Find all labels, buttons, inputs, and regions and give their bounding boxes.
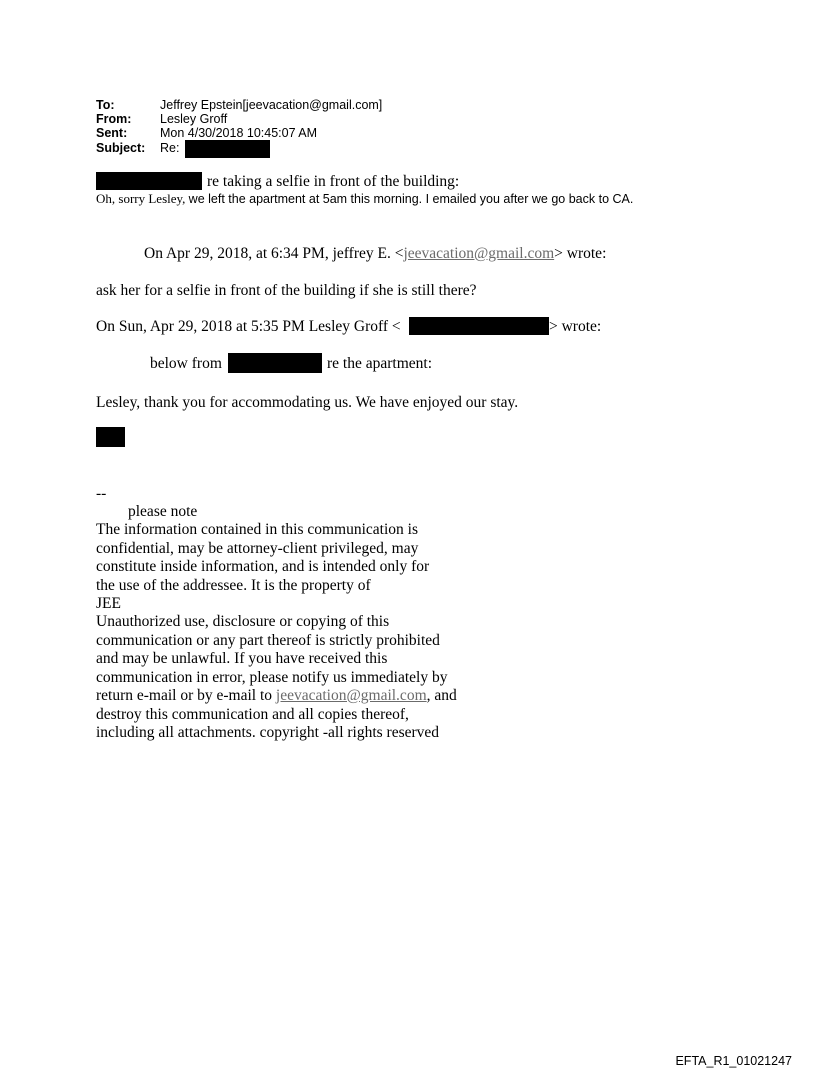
selfie-line: re taking a selfie in front of the building: — [207, 173, 460, 190]
reply-line-serif: Oh, sorry Lesley, — [96, 191, 186, 206]
disclaimer-line: confidential, may be attorney-client privileged, may — [96, 540, 419, 557]
sent-label: Sent: — [96, 126, 128, 140]
reply-line — [96, 191, 633, 207]
subject-label: Subject: — [96, 141, 146, 155]
disclaimer-line: including all attachments. copyright -all rights reserved — [96, 724, 440, 741]
ask-line: ask her for a selfie in front of the building if she is still there? — [96, 282, 477, 299]
disclaimer-line: Unauthorized use, disclosure or copying of this — [96, 613, 390, 630]
disclaimer-line: The information contained in this communication is — [96, 521, 418, 538]
email-link-2[interactable]: jeevacation@gmail.com — [275, 687, 427, 704]
thanks-line: Lesley, thank you for accommodating us. We have enjoyed our stay. — [96, 394, 519, 411]
disclaimer-line: JEE — [96, 595, 121, 612]
disclaimer-line: destroy this communication and all copies thereof, — [96, 706, 409, 723]
quote-header-2-prefix: On Sun, Apr 29, 2018 at 5:35 PM Lesley Groff < — [96, 318, 401, 335]
redaction-subject — [185, 140, 270, 158]
return-suffix: , and — [426, 687, 457, 704]
re-apartment-text: re the apartment: — [327, 355, 433, 372]
to-label: To: — [96, 98, 115, 112]
below-from-text: below from — [150, 355, 222, 372]
disclaimer-line: the use of the addressee. It is the property of — [96, 577, 371, 594]
reply-line-sans: we left the apartment at 5am this morning. I emailed you after we go back to CA. — [188, 192, 634, 206]
sent-value: Mon 4/30/2018 10:45:07 AM — [160, 126, 318, 140]
redaction-signature — [96, 427, 125, 447]
quote-header-2-suffix: > wrote: — [549, 318, 602, 335]
signature-dashes: -- — [96, 485, 107, 502]
disclaimer-line: and may be unlawful. If you have received this — [96, 650, 388, 667]
redaction-name-1 — [96, 172, 202, 190]
document-id: EFTA_R1_01021247 — [675, 1054, 792, 1068]
return-prefix: return e-mail or by e-mail to — [96, 687, 276, 704]
disclaimer-line: constitute inside information, and is intended only for — [96, 558, 430, 575]
quote-header-1-suffix: > wrote: — [554, 245, 607, 262]
quote-header-1-prefix: On Apr 29, 2018, at 6:34 PM, jeffrey E. < — [144, 245, 404, 262]
disclaimer-return-line — [96, 687, 457, 705]
redaction-email — [409, 317, 549, 335]
from-value: Lesley Groff — [160, 112, 228, 126]
quote-header-1 — [144, 245, 606, 263]
disclaimer-line: communication or any part thereof is strictly prohibited — [96, 632, 440, 649]
email-link-1[interactable]: jeevacation@gmail.com — [403, 245, 555, 262]
please-note: please note — [128, 503, 198, 520]
subject-value: Re: — [160, 141, 180, 155]
from-label: From: — [96, 112, 132, 126]
to-value: Jeffrey Epstein[jeevacation@gmail.com] — [160, 98, 383, 112]
disclaimer-line: communication in error, please notify us immediately by — [96, 669, 448, 686]
redaction-name-2 — [228, 353, 322, 373]
